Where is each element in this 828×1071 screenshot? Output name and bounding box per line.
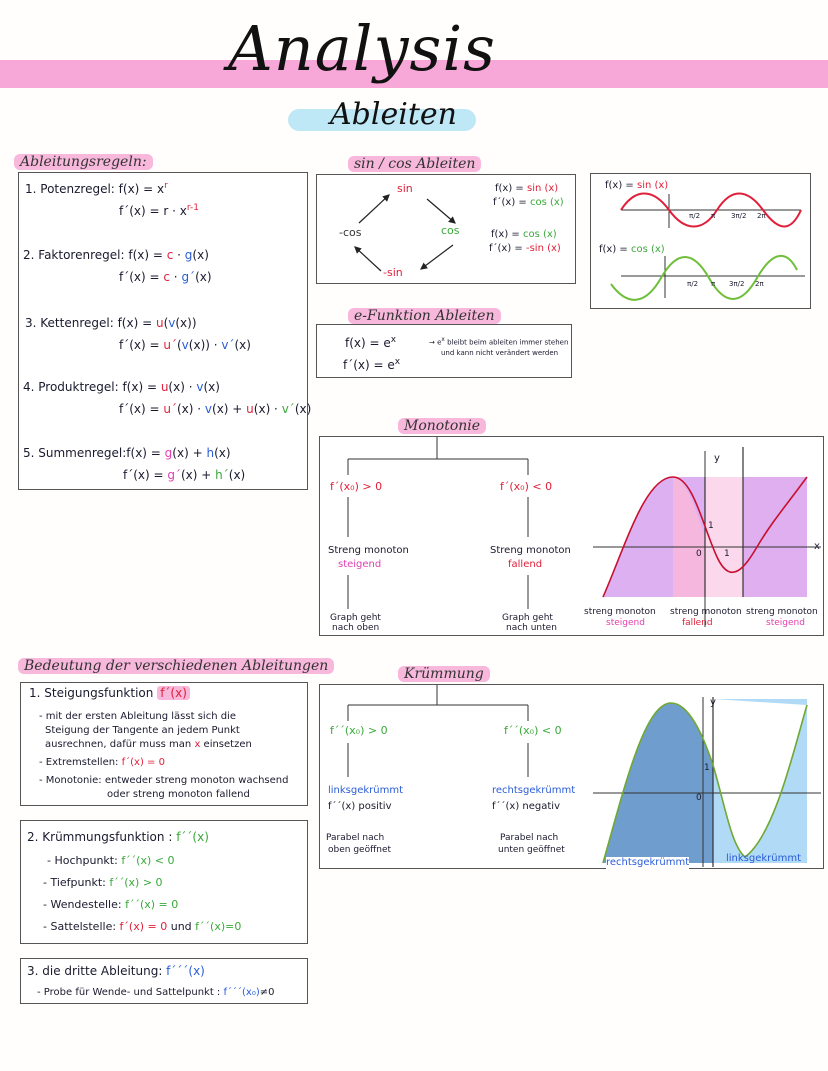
kruemmung-heading: Krümmung: [398, 666, 490, 682]
efunc-note-2: und kann nicht verändert werden: [441, 349, 559, 357]
b2-line-4: - Sattelstelle: f´(x) = 0 und f´´(x)=0: [43, 920, 242, 933]
sin-tick-3: 3π/2: [731, 212, 747, 220]
kr-right-text-1: rechtsgekrümmt: [492, 785, 576, 796]
b1-line-5: - Monotonie: entweder streng monoton wachsend: [39, 775, 289, 786]
kr-right-parabel-2: unten geöffnet: [498, 845, 565, 855]
mono-cap-1b: steigend: [606, 618, 645, 628]
b1-line-4: - Extremstellen: f´(x) = 0: [39, 757, 165, 768]
kr-left-parabel-2: oben geöffnet: [328, 845, 392, 855]
mono-right-condition: f´(x₀) < 0: [500, 480, 553, 493]
b2-line-1: - Hochpunkt: f´´(x) < 0: [47, 854, 175, 867]
cos-tick-3: 3π/2: [729, 280, 745, 288]
sin-tick-1: π/2: [689, 212, 701, 220]
mono-left-graph-1: Graph geht: [330, 613, 381, 623]
kr-tick-y: 1: [704, 763, 710, 773]
page-title: Analysis: [228, 12, 496, 85]
rules-box: [18, 172, 312, 490]
b1-line-3: ausrechnen, dafür muss man x einsetzen: [45, 739, 252, 750]
monotonie-box: [319, 436, 824, 636]
monotonie-heading: Monotonie: [398, 418, 486, 434]
b2-line-2: - Tiefpunkt: f´´(x) > 0: [43, 876, 163, 889]
rule-faktor-derivative: f´(x) = c · g´(x): [119, 270, 212, 284]
efunc-derivative: f´(x) = $e^x$: [343, 357, 401, 372]
rules-heading: Ableitungsregeln:: [14, 154, 153, 170]
b3-title: 3. die dritte Ableitung: f´´´(x): [27, 964, 205, 978]
kr-right-text-2: f´´(x) negativ: [492, 801, 561, 812]
b3-line-1: - Probe für Wende- und Sattelpunkt : f´´´(x₀)≠0: [37, 987, 275, 998]
mono-tick-x: 1: [724, 549, 730, 559]
b1-line-2: Steigung der Tangente an jedem Punkt: [45, 725, 240, 736]
mono-left-graph-2: nach oben: [332, 623, 380, 633]
kr-right-parabel-1: Parabel nach: [500, 833, 559, 843]
page-subtitle: Ableiten: [330, 97, 457, 132]
kr-axis-y: y: [710, 697, 716, 708]
b2-title: 2. Krümmungsfunktion : f´´(x): [27, 830, 209, 844]
sin-fn: f(x) = sin (x): [495, 183, 559, 194]
sin-tick-4: 2π: [757, 212, 766, 220]
mono-origin: 0: [696, 549, 702, 559]
mono-cap-3b: steigend: [766, 618, 805, 628]
bedeutung-box-1: [20, 682, 308, 806]
cos-derivative: f´(x) = -sin (x): [489, 243, 561, 254]
kruemmung-graph: [585, 685, 825, 870]
efunc-box: [316, 324, 572, 378]
kruemmung-box: [319, 684, 824, 869]
kr-origin: 0: [696, 793, 702, 803]
rule-produkt: 4. Produktregel: f(x) = u(x) · v(x): [23, 380, 220, 394]
kr-cap-left: rechtsgekrümmt: [606, 857, 690, 868]
mono-right-graph-2: nach unten: [506, 623, 557, 633]
cycle-neg-sin: -sin: [383, 266, 403, 279]
sin-derivative: f´(x) = cos (x): [493, 197, 564, 208]
bedeutung-box-2: [20, 820, 308, 944]
b1-title: 1. Steigungsfunktion f´(x): [29, 687, 190, 701]
kr-cap-right: linksgekrümmt: [726, 853, 802, 864]
mono-cap-2b: fallend: [682, 618, 713, 628]
cos-fn: f(x) = cos (x): [491, 229, 557, 240]
cycle-sin: sin: [397, 182, 413, 195]
b1-line-1: - mit der ersten Ableitung lässt sich die: [39, 711, 236, 722]
cos-tick-1: π/2: [687, 280, 699, 288]
bedeutung-heading: Bedeutung der verschiedenen Ableitungen: [18, 658, 334, 674]
kr-left-parabel-1: Parabel nach: [326, 833, 385, 843]
kr-left-text-1: linksgekrümmt: [328, 785, 404, 796]
trig-graphs-svg: [591, 174, 812, 310]
kr-left-condition: f´´(x₀) > 0: [330, 724, 388, 737]
cycle-cos: cos: [441, 224, 460, 237]
kr-left-text-2: f´´(x) positiv: [328, 801, 392, 812]
cos-tick-4: 2π: [755, 280, 764, 288]
efunc-heading: e-Funktion Ableiten: [348, 308, 501, 324]
b1-line-6: oder streng monoton fallend: [107, 789, 250, 800]
rule-potenz-derivative: f´(x) = $r \cdot x^{r-1}$: [119, 203, 199, 218]
cycle-neg-cos: -cos: [339, 226, 362, 239]
sin-tick-2: π: [711, 212, 716, 220]
rule-ketten: 3. Kettenregel: f(x) = u(v(x)): [25, 316, 197, 330]
rule-potenz: 1. Potenzregel: $f(x) = x^r$: [25, 181, 168, 196]
rule-summe-derivative: f´(x) = g´(x) + h´(x): [123, 468, 246, 482]
rule-faktor: 2. Faktorenregel: f(x) = c · g(x): [23, 248, 209, 262]
cos-curve: [611, 256, 797, 300]
trig-graphs-box: [590, 173, 811, 309]
mono-axis-y: y: [714, 453, 720, 464]
mono-left-text-2: steigend: [338, 559, 382, 570]
kr-right-condition: f´´(x₀) < 0: [504, 724, 562, 737]
efunc-note-1: → $e^x$ bleibt beim ableiten immer stehen: [429, 337, 569, 347]
mono-axis-x: x: [814, 541, 820, 552]
cos-tick-2: π: [711, 280, 716, 288]
sincos-box: [316, 174, 576, 284]
mono-tick-y: 1: [708, 521, 714, 531]
rule-produkt-derivative: f´(x) = u´(x) · v(x) + u(x) · v´(x): [119, 402, 312, 416]
mono-right-text-1: Streng monoton: [490, 545, 571, 556]
mono-cap-2a: streng monoton: [670, 607, 742, 617]
sincos-heading: sin / cos Ableiten: [348, 156, 481, 172]
mono-right-text-2: fallend: [508, 559, 543, 570]
cos-graph-label: f(x) = cos (x): [599, 244, 665, 255]
mono-right-graph-1: Graph geht: [502, 613, 553, 623]
mono-left-condition: f´(x₀) > 0: [330, 480, 383, 493]
b2-line-3: - Wendestelle: f´´(x) = 0: [43, 898, 179, 911]
sin-graph-label: f(x) = sin (x): [605, 180, 669, 191]
mono-cap-1a: streng monoton: [584, 607, 656, 617]
rule-summe: 5. Summenregel:f(x) = g(x) + h(x): [23, 446, 231, 460]
efunc-fn: $f(x) = e^x$: [345, 335, 397, 350]
rule-ketten-derivative: f´(x) = u´(v(x)) · v´(x): [119, 338, 251, 352]
bedeutung-box-3: [20, 958, 308, 1004]
mono-left-text-1: Streng monoton: [328, 545, 409, 556]
mono-cap-3a: streng monoton: [746, 607, 818, 617]
